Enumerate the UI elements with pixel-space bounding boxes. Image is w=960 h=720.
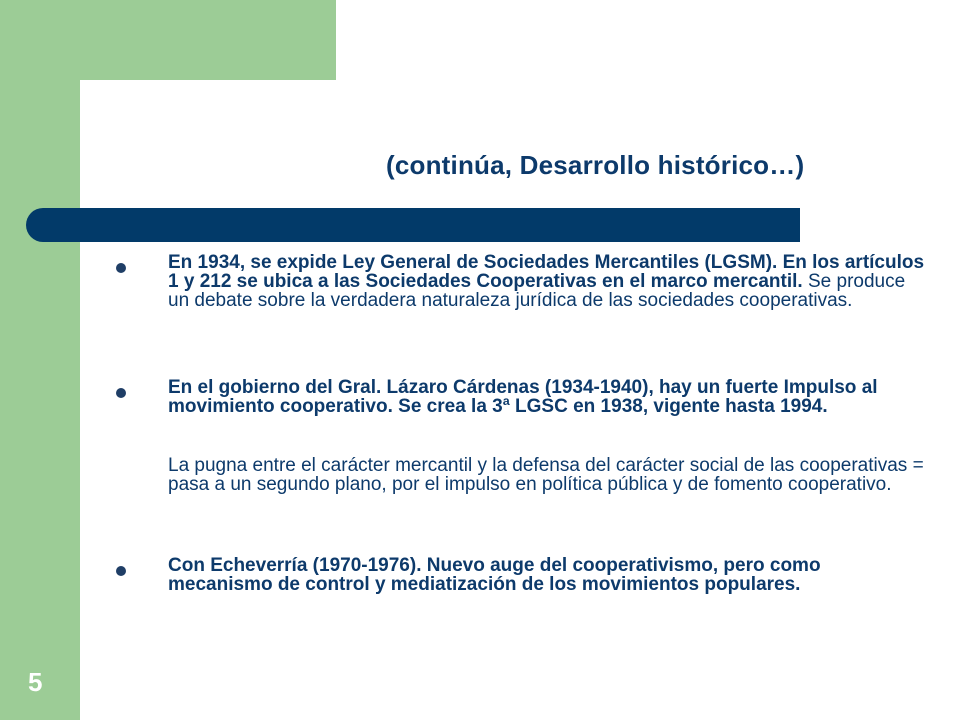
green-side-band (0, 0, 80, 720)
sub-paragraph-pugna: La pugna entre el carácter mercantil y la defensa del carácter social de las cooperativas = pasa a un segundo plano, por el impulso en política pública y de fomento cooperativo. (168, 455, 924, 495)
bullet-paragraph-1934 (168, 253, 928, 310)
bullet-echeverria-bold: Con Echeverría (1970-1976). Nuevo auge del cooperativismo, pero como mecanismo de control y mediatización de los movimientos populares. (168, 555, 821, 595)
bullet-paragraph-echeverria (168, 556, 928, 594)
bullet-dot (116, 263, 126, 273)
slide-title: (continúa, Desarrollo histórico…) (386, 150, 805, 180)
bullet-1934-bold: En 1934, se expide Ley General de Sociedades Mercantiles (LGSM). En los artículos 1 y 212 se ubica a las Sociedades Cooperativas en el marco mercantil. (168, 252, 925, 292)
bullet-paragraph-cardenas (168, 378, 928, 416)
content-corner-curve (80, 80, 140, 140)
page-number: 5 (28, 667, 43, 697)
bullet-dot (116, 388, 126, 398)
bullet-dot (116, 566, 126, 576)
bullet-cardenas-bold: En el gobierno del Gral. Lázaro Cárdenas (1934-1940), hay un fuerte Impulso al movimiento cooperativo. Se crea la 3ª LGSC en 1938, vigente hasta 1994. (168, 377, 878, 417)
title-underline-bar (26, 208, 800, 242)
green-top-band (80, 0, 336, 80)
bullet-1934-plain: Se produce un debate sobre la verdadera naturaleza jurídica de las sociedades cooperativas. (168, 271, 906, 311)
